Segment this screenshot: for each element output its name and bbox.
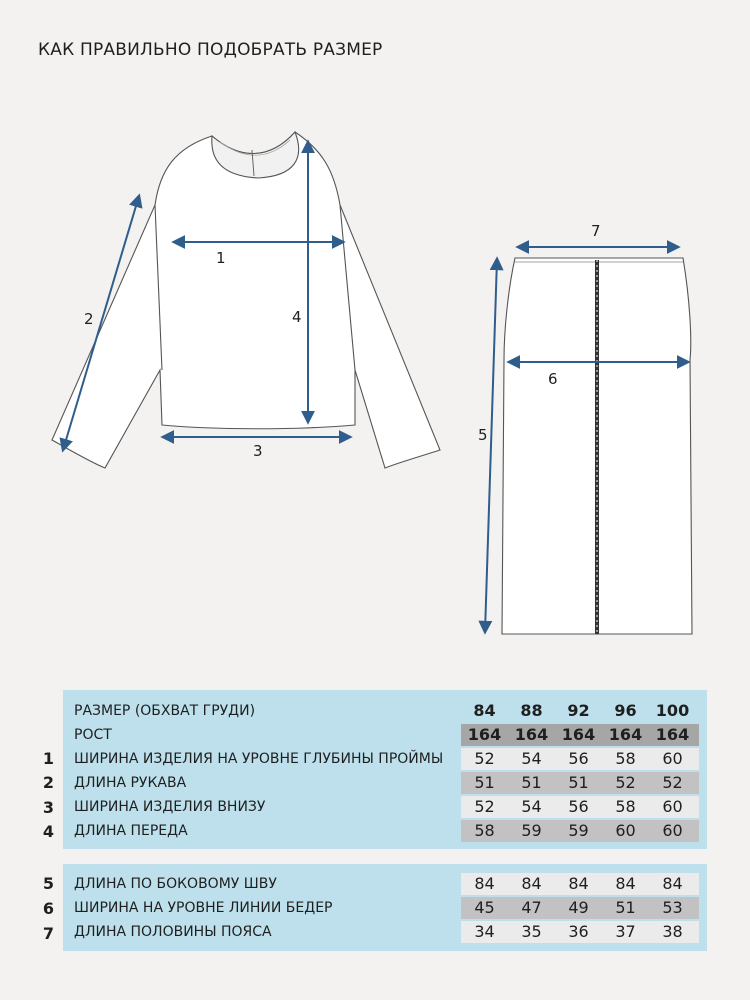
value-cell: 84 [474,874,495,893]
value-cell: 52 [474,797,495,816]
size-cell: 100 [655,701,690,720]
table-row [63,772,707,794]
size-cell: 84 [473,701,496,720]
value-cell: 56 [568,749,589,768]
label-3: 3 [253,442,263,460]
value-cell: 51 [568,773,589,792]
label-2: 2 [84,310,94,328]
row-number: 2 [42,773,54,792]
row-number: 4 [42,822,54,841]
value-cell: 84 [615,874,636,893]
label-6: 6 [548,370,558,388]
value-cell: 52 [615,773,636,792]
value-cell: 60 [662,821,683,840]
value-cell: 52 [662,773,683,792]
value-cell: 59 [568,821,589,840]
value-cell: 60 [615,821,636,840]
value-cell: 54 [521,749,542,768]
table-row [63,748,707,770]
row-label: ДЛИНА ПОЛОВИНЫ ПОЯСА [74,924,272,940]
label-1: 1 [216,249,226,267]
table-row [63,796,707,818]
value-cell: 84 [662,874,683,893]
sweater-drawing [52,132,440,468]
table-row-height [63,724,707,746]
value-cell: 54 [521,797,542,816]
value-cell: 58 [615,749,636,768]
table-header-row [63,700,707,722]
value-cell: 58 [474,821,495,840]
value-cell: 60 [662,749,683,768]
height-cell: 164 [514,725,549,744]
row-number: 6 [42,899,54,918]
value-cell: 35 [521,922,542,941]
row-label: ДЛИНА РУКАВА [74,775,187,791]
height-cell: 164 [655,725,690,744]
value-cell: 52 [474,749,495,768]
height-label: РОСТ [74,727,112,743]
row-number: 1 [42,749,54,768]
arrow-5 [485,259,497,632]
row-number: 7 [42,924,54,943]
skirt-drawing [502,258,692,634]
value-cell: 51 [521,773,542,792]
row-label: ШИРИНА НА УРОВНЕ ЛИНИИ БЕДЕР [74,900,333,916]
value-cell: 84 [568,874,589,893]
row-label: ШИРИНА ИЗДЕЛИЯ НА УРОВНЕ ГЛУБИНЫ ПРОЙМЫ [74,751,444,767]
table-row [63,873,707,895]
row-label: ШИРИНА ИЗДЕЛИЯ ВНИЗУ [74,799,266,815]
height-cell: 164 [467,725,502,744]
row-label: ДЛИНА ПО БОКОВОМУ ШВУ [74,876,277,892]
row-number: 3 [42,798,54,817]
value-cell: 34 [474,922,495,941]
value-cell: 59 [521,821,542,840]
row-label: ДЛИНА ПЕРЕДА [74,823,188,839]
value-cell: 51 [474,773,495,792]
value-cell: 37 [615,922,636,941]
value-cell: 47 [521,898,542,917]
size-cell: 96 [614,701,637,720]
height-cell: 164 [608,725,643,744]
value-cell: 84 [521,874,542,893]
header-label: РАЗМЕР (ОБХВАТ ГРУДИ) [74,703,256,719]
value-cell: 56 [568,797,589,816]
value-cell: 60 [662,797,683,816]
label-7: 7 [591,222,601,240]
value-cell: 38 [662,922,683,941]
size-cell: 92 [567,701,590,720]
table-row [63,897,707,919]
value-cell: 51 [615,898,636,917]
row-number: 5 [42,874,54,893]
size-table-top [63,690,707,849]
value-cell: 53 [662,898,683,917]
size-cell: 88 [520,701,543,720]
label-5: 5 [478,426,488,444]
value-cell: 49 [568,898,589,917]
value-cell: 45 [474,898,495,917]
value-cell: 36 [568,922,589,941]
table-row [63,921,707,943]
size-table-bottom [63,864,707,951]
label-4: 4 [292,308,302,326]
table-row [63,820,707,842]
value-cell: 58 [615,797,636,816]
height-cell: 164 [561,725,596,744]
page-title: КАК ПРАВИЛЬНО ПОДОБРАТЬ РАЗМЕР [38,40,383,60]
